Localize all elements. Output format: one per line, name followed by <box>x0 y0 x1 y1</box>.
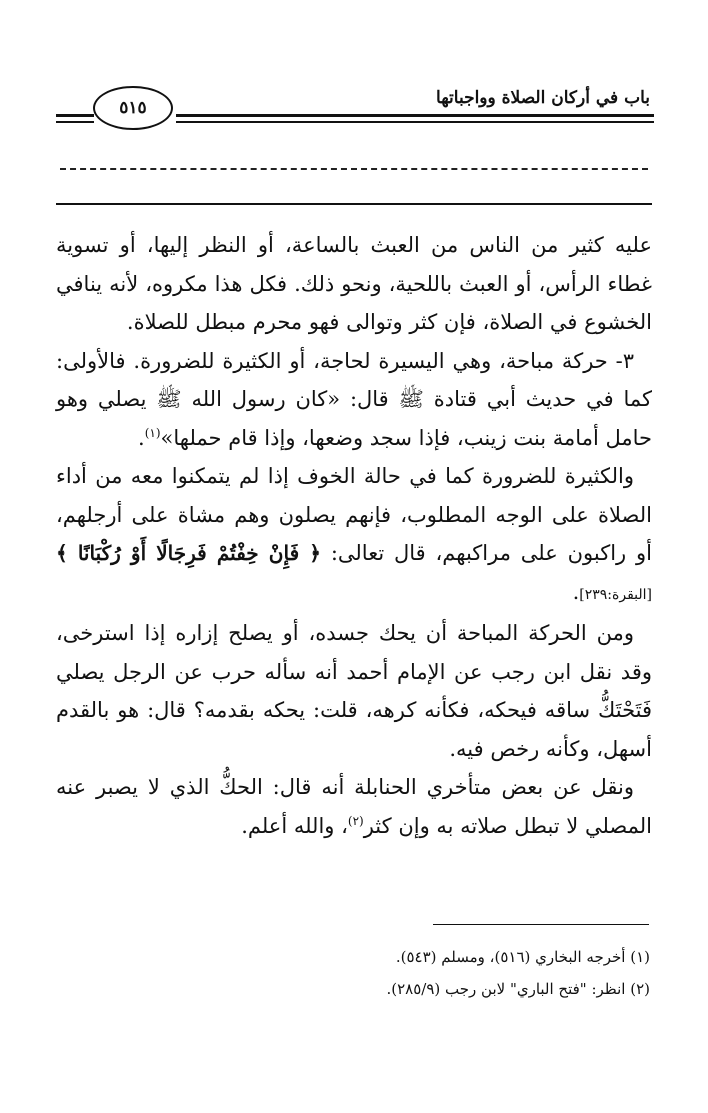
paragraph-5-text: ونقل عن بعض متأخري الحنابلة أنه قال: الحكُّ الذي لا يصبر عنه المصلي لا تبطل صلاته به وإن كثر <box>56 775 652 838</box>
quran-verse: ﴿ فَإِنْ خِفْتُمْ فَرِجَالًا أَوْ رُكْبَانًا ﴾ <box>56 541 321 565</box>
body-text <box>56 226 652 845</box>
footnotes <box>56 941 650 1005</box>
paragraph-3-end: . <box>572 579 580 604</box>
paragraph-3-text: والكثيرة للضرورة كما في حالة الخوف إذا لم يتمكنوا معه من أداء الصلاة على الوجه المطلوب، فإنهم يصلون وهم مشاة على أرجلهم، أو راكبون على مراكبهم، قال تعالى: <box>56 464 653 565</box>
footnote-ref-1: (١) <box>144 425 161 440</box>
footnote-separator <box>433 924 649 925</box>
dashed-separator <box>60 168 648 170</box>
paragraph-2-end: . <box>138 425 145 450</box>
running-title: باب في أركان الصلاة وواجباتها <box>436 88 650 108</box>
verse-reference: [البقرة:٢٣٩] <box>579 586 652 603</box>
footnote-ref-2: (٢) <box>347 813 364 828</box>
footnote-1: (١) أخرجه البخاري (٥١٦)، ومسلم (٥٤٣). <box>395 948 650 966</box>
paragraph-1: عليه كثير من الناس من العبث بالساعة، أو النظر إليها، أو تسوية غطاء الرأس، أو العبث باللحية، ونحو ذلك. فكل هذا مكروه، لأنه ينافي الخشوع في الصلاة، فإن كثر وتوالى فهو محرم مبطل للصلاة. <box>56 233 652 334</box>
page-number: ٥١٥ <box>119 98 147 118</box>
header-rule-left-thin <box>56 121 94 123</box>
header-rule-right-thin <box>176 121 654 123</box>
header-rule-left-thick <box>56 114 94 117</box>
paragraph-3 <box>56 457 652 614</box>
body-top-rule <box>56 203 652 205</box>
paragraph-2 <box>56 342 652 458</box>
paragraph-4: ومن الحركة المباحة أن يحك جسده، أو يصلح إزاره إذا استرخى، وقد نقل ابن رجب عن الإمام أحمد أنه سأله حرب عن الرجل يصلي فَتَحْتَكُّ ساقه فيحكه، فكأنه كرهه، قلت: يحكه بقدمه؟ قال: هو بالقدم أسهل، وكأنه رخص فيه. <box>56 621 652 761</box>
paragraph-5 <box>56 768 652 845</box>
footnote-2: (٢) انظر: "فتح الباري" لابن رجب (٢٨٥/٩). <box>386 980 650 998</box>
paragraph-5-end: ، والله أعلم. <box>241 813 348 838</box>
page-number-oval <box>93 86 173 130</box>
paragraph-2-text: ٣- حركة مباحة، وهي اليسيرة لحاجة، أو الكثيرة للضرورة. فالأولى: كما في حديث أبي قتادة ﷺ قال: «كان رسول الله ﷺ يصلي وهو حامل أمامة بنت زينب، فإذا سجد وضعها، وإذا قام حملها» <box>56 348 652 450</box>
header-rule-right-thick <box>176 114 654 117</box>
